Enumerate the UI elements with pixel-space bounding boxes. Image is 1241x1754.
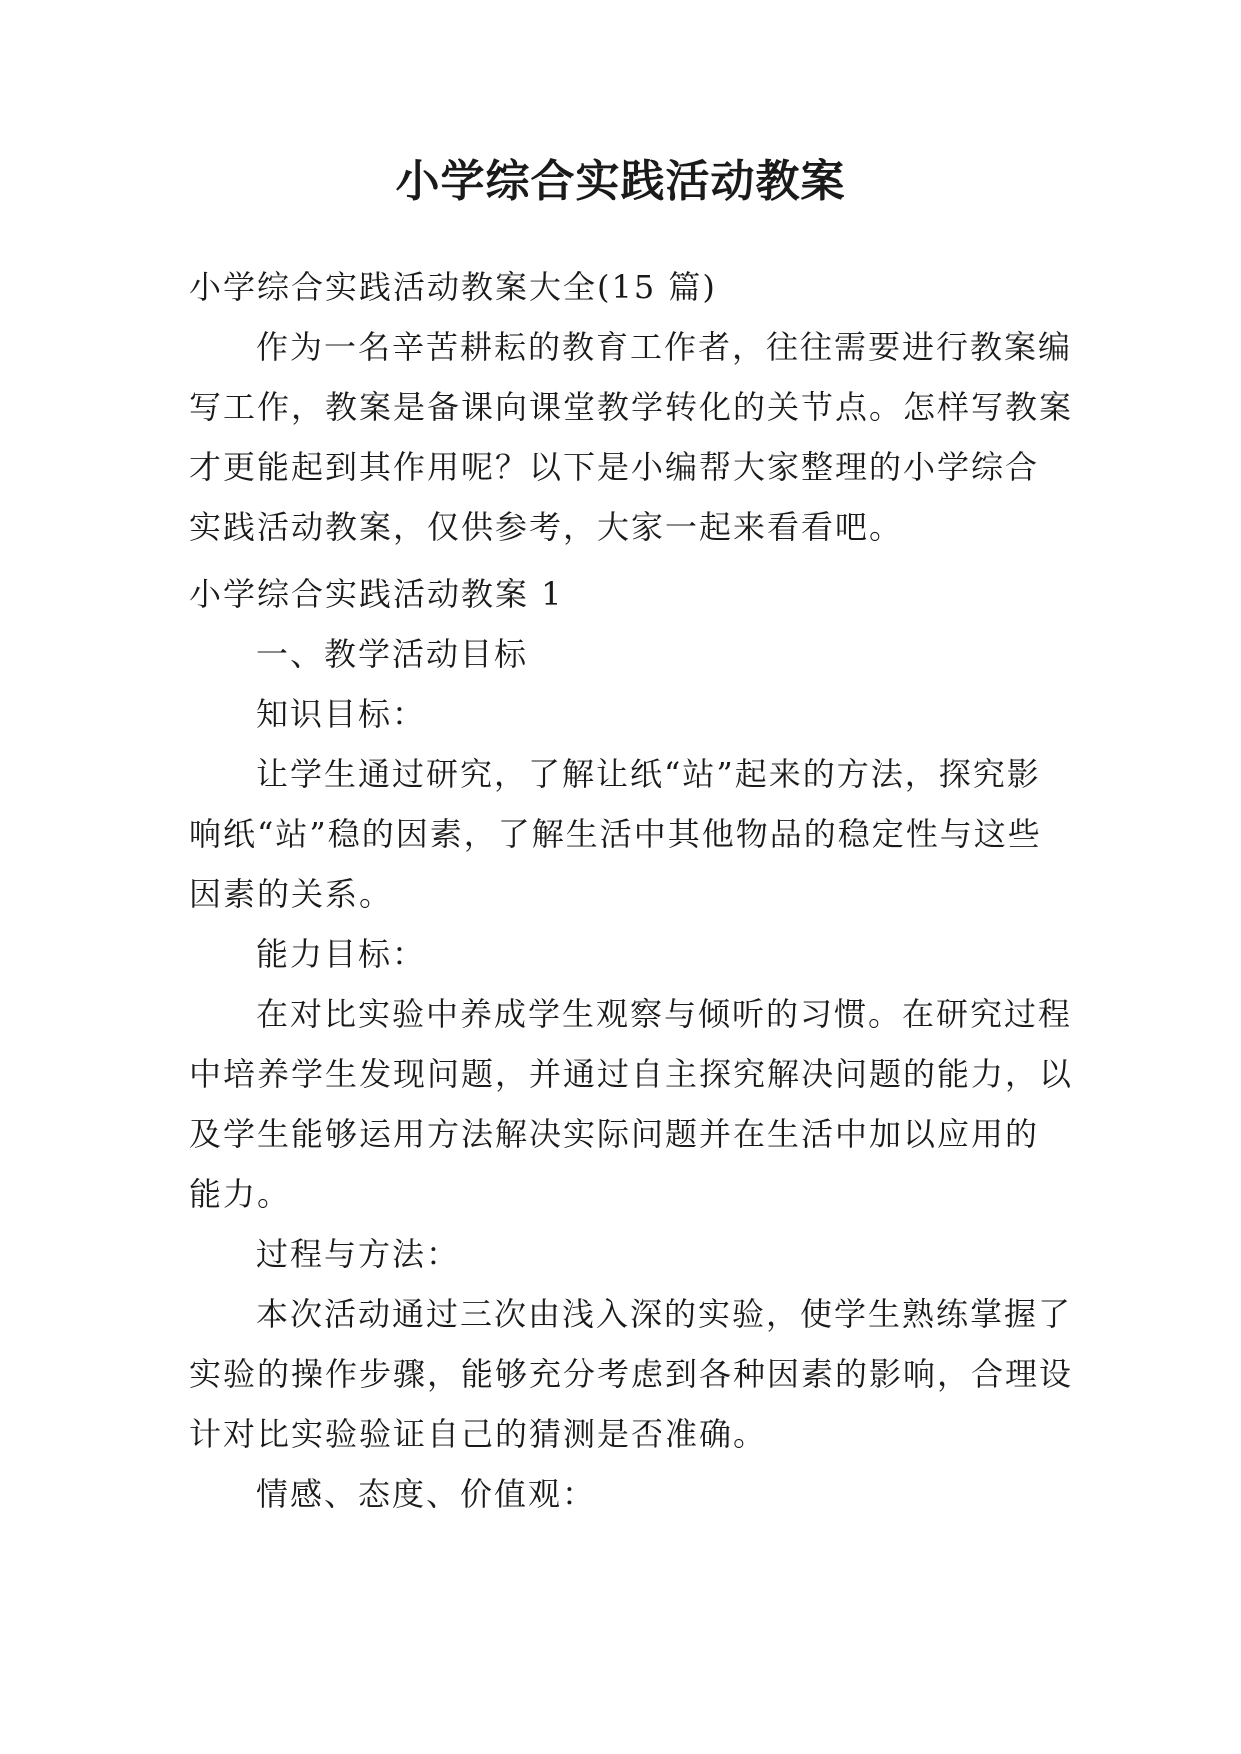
- goal-heading-text: 一、教学活动目标: [256, 635, 529, 673]
- paragraph-line: 本次活动通过三次由浅入深的实验，使学生熟练掌握了: [256, 1295, 1073, 1333]
- paragraph-line: 写工作，教案是备课向课堂教学转化的关节点。怎样写教案: [189, 388, 1074, 426]
- paragraph-line: 实践活动教案，仅供参考，大家一起来看看吧。: [189, 508, 904, 546]
- paragraph-line: 才更能起到其作用呢？以下是小编帮大家整理的小学综合: [189, 448, 1040, 486]
- document-title: 小学综合实践活动教案: [395, 156, 846, 207]
- paragraph-line: 作为一名辛苦耕耘的教育工作者，往往需要进行教案编: [256, 328, 1073, 366]
- knowledge-heading: [189, 684, 1059, 744]
- section-heading-text: 小学综合实践活动教案 1: [189, 575, 564, 613]
- goal-heading: [189, 624, 1059, 684]
- subtitle-text: 小学综合实践活动教案大全(15 篇): [189, 268, 717, 306]
- document-subtitle: [189, 257, 1059, 317]
- paragraph-line: 响纸“站”稳的因素，了解生活中其他物品的稳定性与这些: [189, 815, 1042, 853]
- paragraph-line: 因素的关系。: [189, 875, 394, 913]
- ability-heading-text: 能力目标：: [256, 935, 427, 973]
- process-heading-text: 过程与方法：: [256, 1235, 461, 1273]
- section-heading: [189, 564, 1059, 624]
- paragraph-line: 中培养学生发现问题，并通过自主探究解决问题的能力，以: [189, 1055, 1074, 1093]
- intro-paragraph: [189, 317, 1074, 557]
- process-paragraph: [189, 1284, 1074, 1464]
- knowledge-paragraph: [189, 744, 1059, 924]
- emotion-heading-text: 情感、态度、价值观：: [256, 1475, 597, 1513]
- ability-heading: [189, 924, 1059, 984]
- paragraph-line: 在对比实验中养成学生观察与倾听的习惯。在研究过程: [256, 995, 1073, 1033]
- paragraph-line: 及学生能够运用方法解决实际问题并在生活中加以应用的: [189, 1115, 1040, 1153]
- process-heading: [189, 1224, 1059, 1284]
- knowledge-heading-text: 知识目标：: [256, 695, 427, 733]
- emotion-heading: [189, 1464, 1059, 1524]
- paragraph-line: 让学生通过研究，了解让纸“站”起来的方法，探究影: [256, 755, 1041, 793]
- ability-paragraph: [189, 984, 1074, 1224]
- paragraph-line: 计对比实验验证自己的猜测是否准确。: [189, 1415, 768, 1453]
- paragraph-line: 能力。: [189, 1175, 292, 1213]
- paragraph-line: 实验的操作步骤，能够充分考虑到各种因素的影响，合理设: [189, 1355, 1074, 1393]
